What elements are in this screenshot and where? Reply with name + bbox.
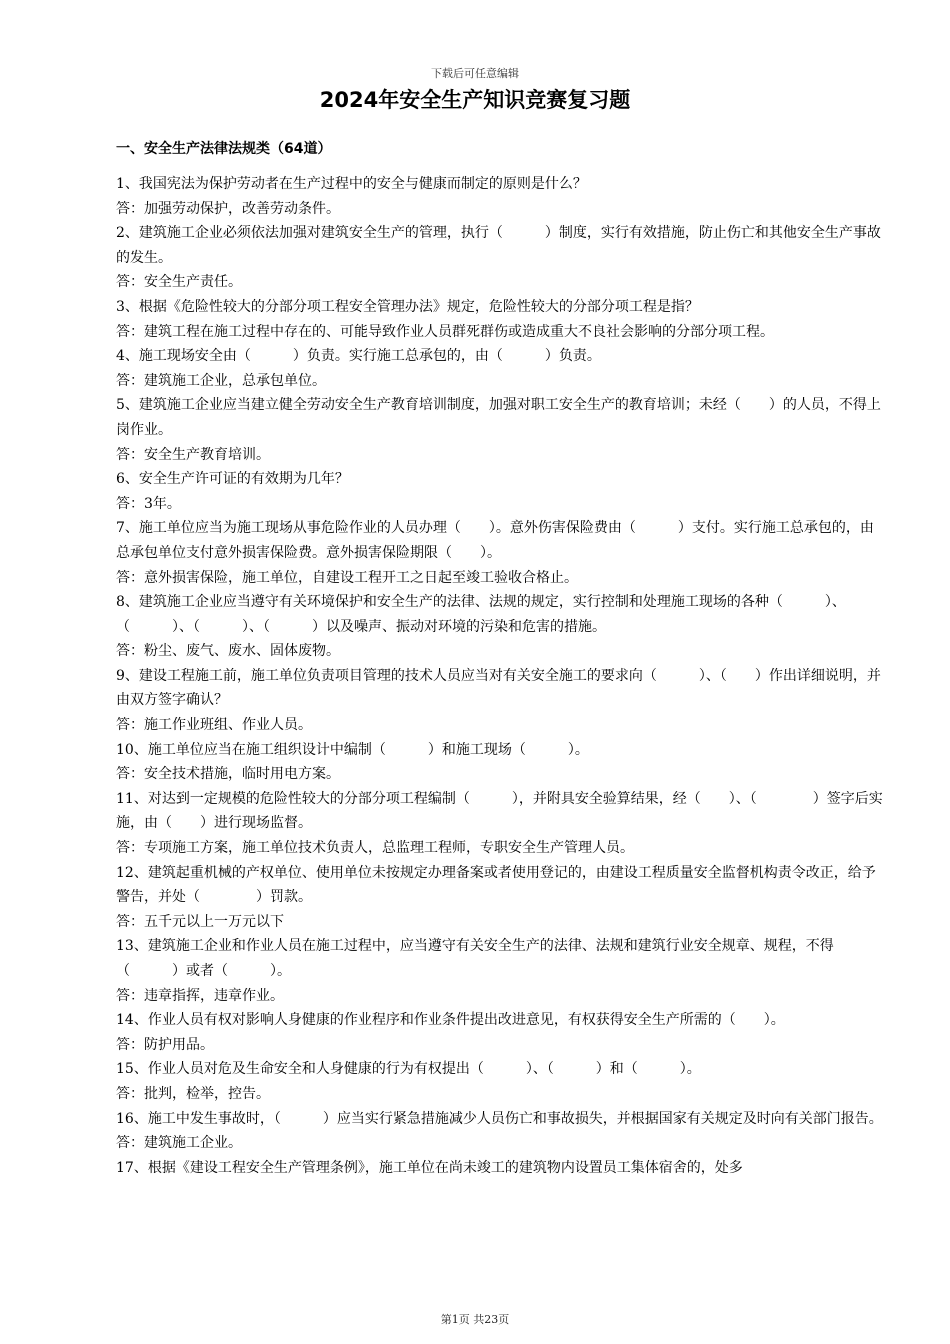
answer-text: 答：防护用品。 [116,1036,214,1053]
question-text: 13、建筑施工企业和作业人员在施工过程中，应当遵守有关安全生产的法律、法规和建筑行业安全规章、规程，不得（ ）或者（ ）。 [116,938,834,979]
question-text: 5、建筑施工企业应当建立健全劳动安全生产教育培训制度，加强对职工安全生产的教育培训；未经（ ）的人员，不得上岗作业。 [116,397,881,438]
answer-text: 答：五千元以上一万元以下 [116,913,284,930]
question-text: 6、安全生产许可证的有效期为几年？ [116,471,349,488]
question-text: 4、施工现场安全由（ ）负责。实行施工总承包的，由（ ）负责。 [116,348,601,365]
answer-text: 答：专项施工方案，施工单位技术负责人，总监理工程师，专职安全生产管理人员。 [116,840,634,857]
question-text: 12、建筑起重机械的产权单位、使用单位未按规定办理备案或者使用登记的，由建设工程质量安全监督机构责令改正，给予警告，并处（ ）罚款。 [116,864,876,906]
answer-text: 答：粉尘、废气、废水、固体废物。 [116,643,340,660]
answer-text: 答：安全生产教育培训。 [116,446,270,463]
answer-text: 答：违章指挥，违章作业。 [116,987,284,1004]
header-note: 下载后可任意编辑 [431,67,519,80]
section-heading: 一、安全生产法律法规类（64道） [116,141,332,157]
answer-text: 答：安全技术措施，临时用电方案。 [116,766,340,783]
question-text: 9、建设工程施工前，施工单位负责项目管理的技术人员应当对有关安全施工的要求向（ ）、（ ）作出详细说明，并由双方签字确认？ [116,667,881,709]
question-text: 17、根据《建设工程安全生产管理条例》，施工单位在尚未竣工的建筑物内设置员工集体宿舍的，处多 [116,1159,743,1176]
answer-text: 答：建筑工程在施工过程中存在的、可能导致作业人员群死群伤或造成重大不良社会影响的分部分项工程。 [116,323,774,340]
question-text: 7、施工单位应当为施工现场从事危险作业的人员办理（ ）。意外伤害保险费由（ ）支付。实行施工总承包的，由总承包单位支付意外损害保险费。意外损害保险期限（ ）。 [116,520,874,561]
answer-text: 答：安全生产责任。 [116,274,242,291]
question-text: 16、施工中发生事故时，（ ）应当实行紧急措施减少人员伤亡和事故损失，并根据国家有关规定及时向有关部门报告。 [116,1110,883,1127]
question-list [116,172,886,1180]
question-text: 10、施工单位应当在施工组织设计中编制（ ）和施工现场（ ）。 [116,741,589,758]
answer-text: 答：加强劳动保护，改善劳动条件。 [116,200,340,217]
answer-text: 答：3年。 [116,495,181,512]
answer-text: 答：建筑施工企业。 [116,1135,242,1152]
answer-text: 答：施工作业班组、作业人员。 [116,717,312,734]
answer-text: 答：批判，检举，控告。 [116,1085,270,1102]
answer-text: 答：意外损害保险，施工单位，自建设工程开工之日起至竣工验收合格止。 [116,569,578,586]
page-title: 2024年安全生产知识竞赛复习题 [319,88,631,112]
page-footer: 第1页 共23页 [440,1313,510,1326]
question-text: 8、建筑施工企业应当遵守有关环境保护和安全生产的法律、法规的规定，实行控制和处理施工现场的各种（ ）、（ ）、（ ）、（ ）以及噪声、振动对环境的污染和危害的措施。 [116,594,846,635]
question-text: 2、建筑施工企业必须依法加强对建筑安全生产的管理，执行（ ）制度，实行有效措施，防止伤亡和其他安全生产事故的发生。 [116,225,881,266]
question-text: 3、根据《危险性较大的分部分项工程安全管理办法》规定，危险性较大的分部分项工程是指？ [116,298,699,315]
question-text: 11、对达到一定规模的危险性较大的分部分项工程编制（ ），并附具安全验算结果，经（ ）、（ ）签字后实施，由（ ）进行现场监督。 [116,790,883,832]
answer-text: 答：建筑施工企业，总承包单位。 [116,372,326,389]
question-text: 14、作业人员有权对影响人身健康的作业程序和作业条件提出改进意见，有权获得安全生产所需的（ ）。 [116,1012,785,1029]
question-text: 1、我国宪法为保护劳动者在生产过程中的安全与健康而制定的原则是什么？ [116,176,587,192]
question-text: 15、作业人员对危及生命安全和人身健康的行为有权提出（ ）、（ ）和（ ）。 [116,1061,701,1078]
